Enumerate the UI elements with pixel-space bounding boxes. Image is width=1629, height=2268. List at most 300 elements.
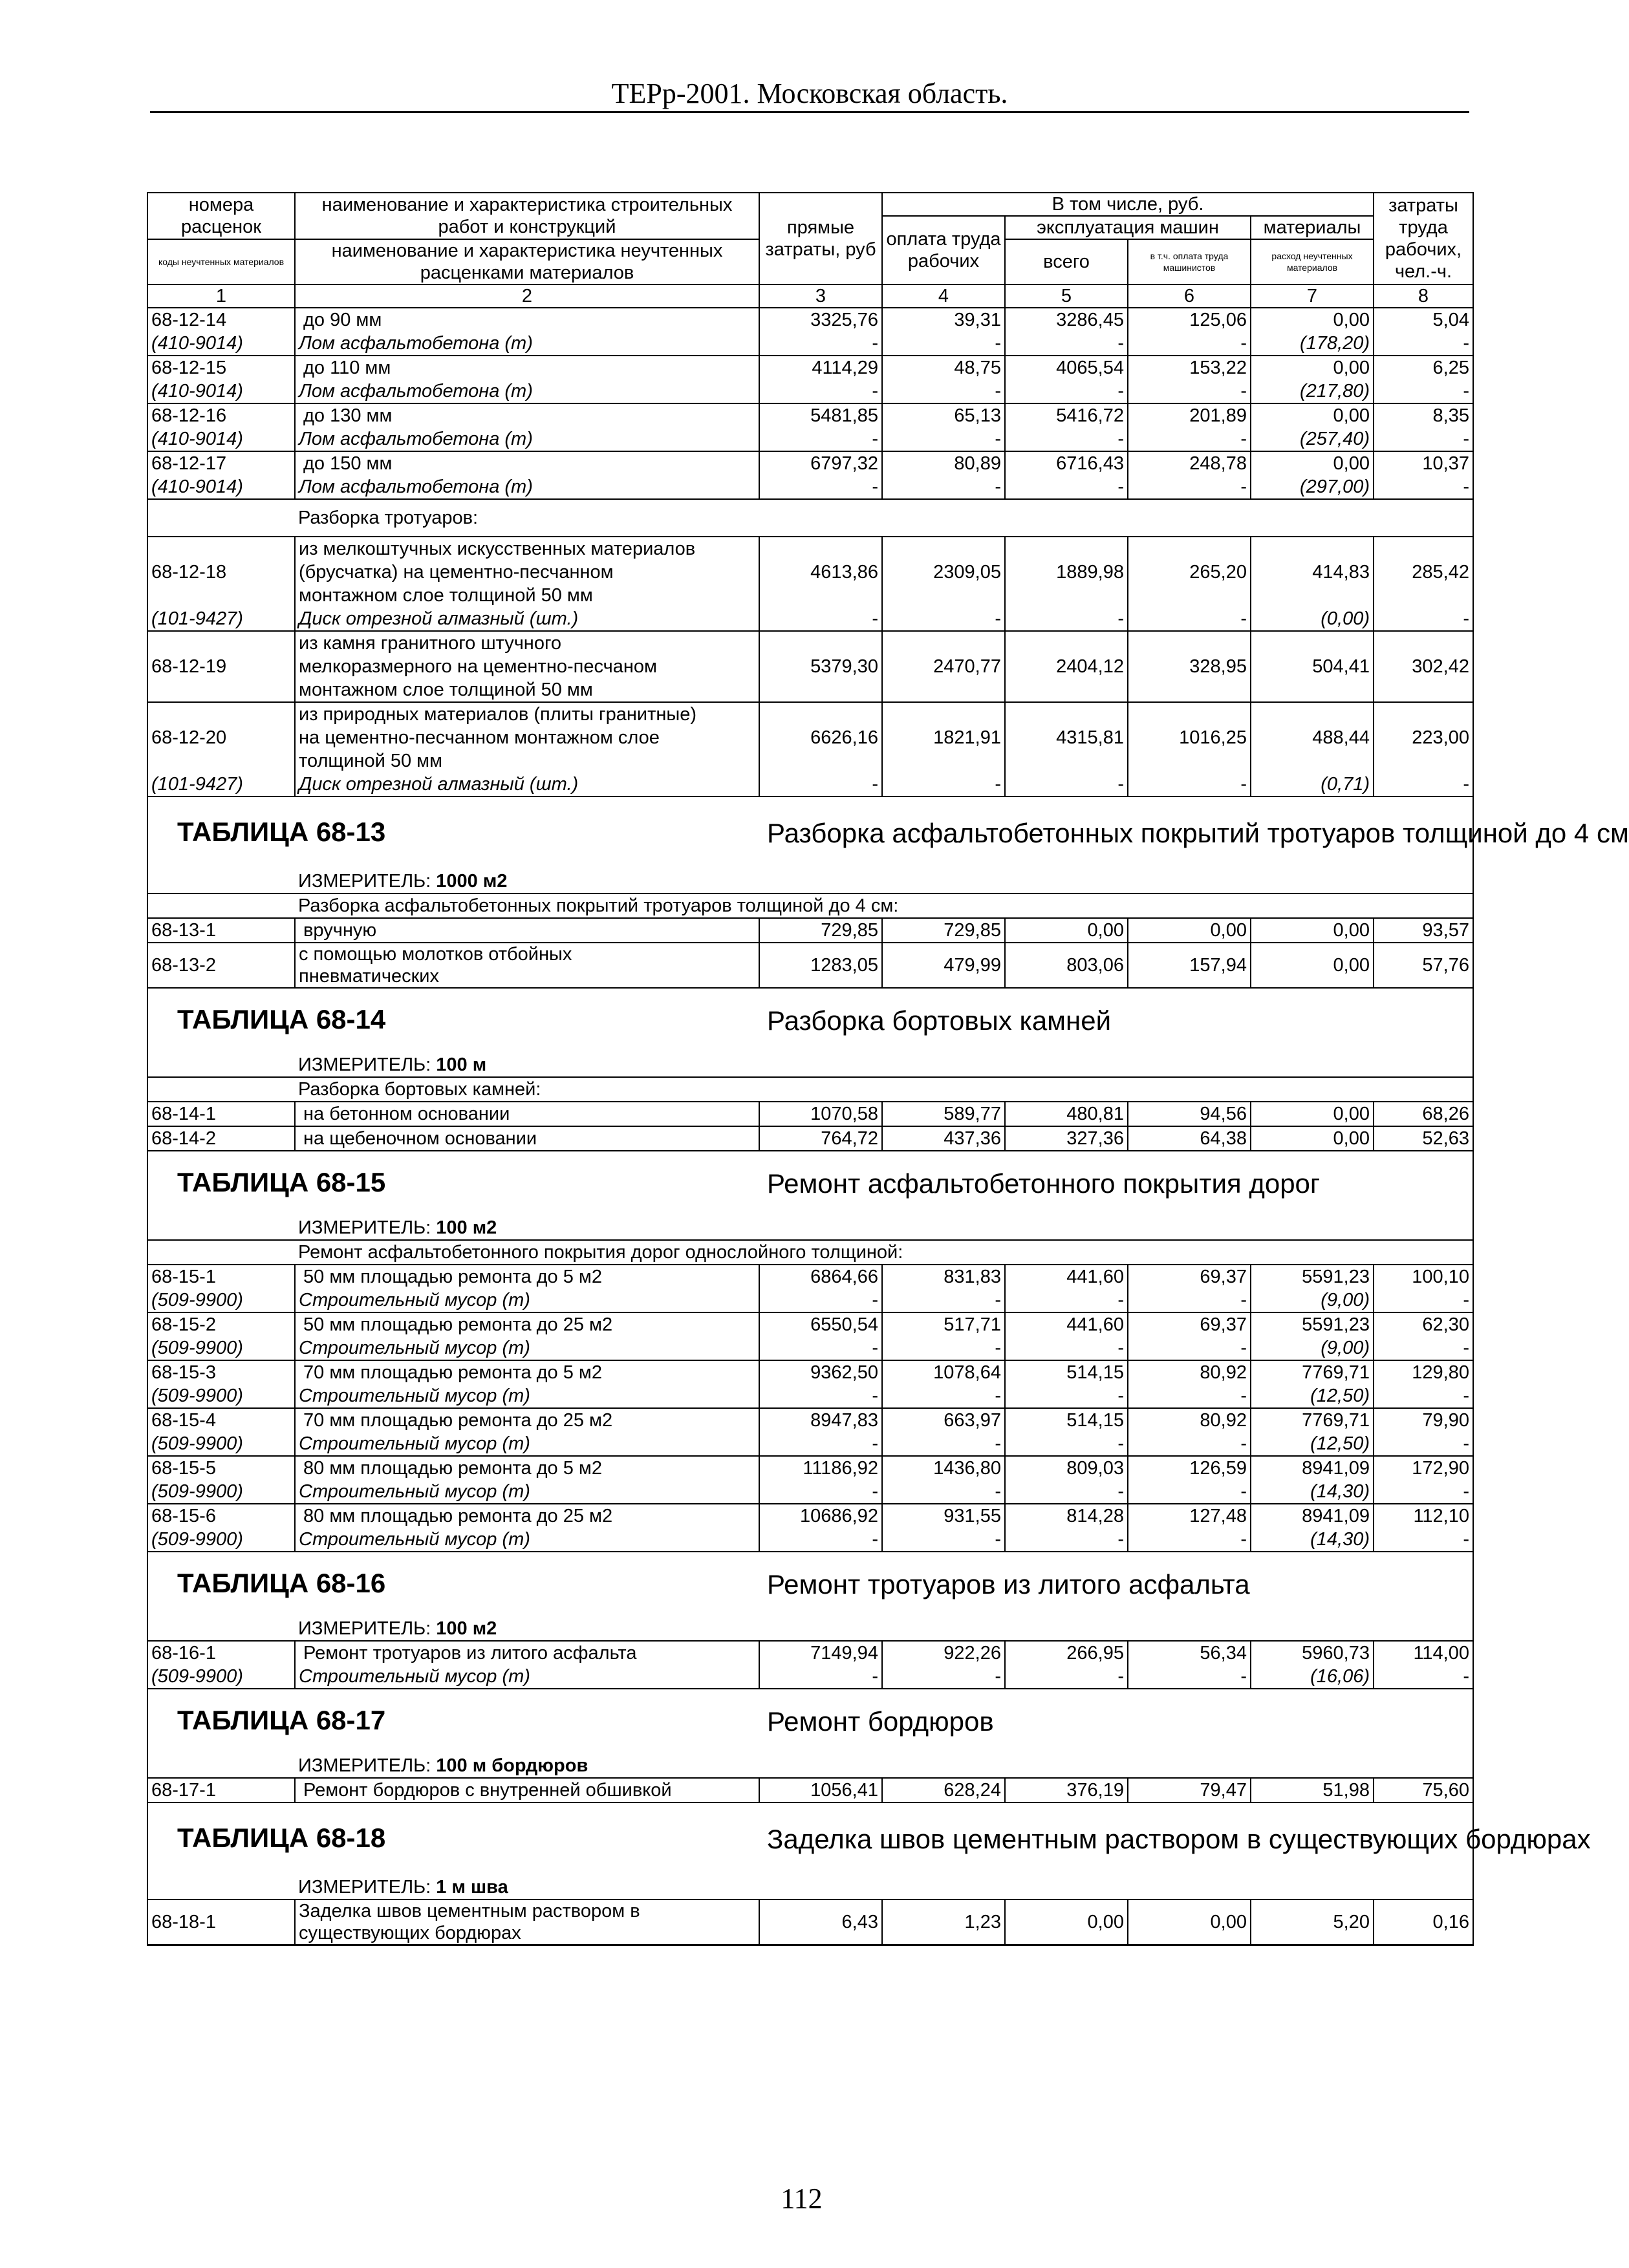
value-cell: - bbox=[882, 475, 1005, 499]
col-number-4: 4 bbox=[882, 284, 1005, 308]
value-cell: 0,00 bbox=[1005, 918, 1128, 943]
subheading-row bbox=[147, 893, 1473, 918]
value-cell: 5379,30 bbox=[759, 631, 882, 702]
rate-row bbox=[147, 943, 1473, 988]
value-cell: - bbox=[1128, 332, 1251, 356]
value-cell: - bbox=[759, 475, 882, 499]
material-name: Строительный мусор (т) bbox=[295, 1432, 759, 1456]
material-code: (509-9900) bbox=[147, 1289, 295, 1312]
value-cell: 4613,86 bbox=[759, 537, 882, 607]
value-cell: 79,47 bbox=[1128, 1778, 1251, 1803]
col-number-3: 3 bbox=[759, 284, 882, 308]
value-cell: - bbox=[1005, 1384, 1128, 1408]
value-cell: 69,37 bbox=[1128, 1265, 1251, 1289]
value-cell: 93,57 bbox=[1374, 918, 1473, 943]
value-cell: 0,00 bbox=[1128, 918, 1251, 943]
subheading-row bbox=[147, 1077, 1473, 1102]
material-name: Строительный мусор (т) bbox=[295, 1665, 759, 1689]
rate-name: 70 мм площадью ремонта до 25 м2 bbox=[295, 1408, 759, 1432]
value-cell: 7149,94 bbox=[759, 1641, 882, 1665]
value-cell: 5591,23 bbox=[1251, 1265, 1374, 1289]
value-cell: (12,50) bbox=[1251, 1432, 1374, 1456]
material-code: (509-9900) bbox=[147, 1528, 295, 1552]
material-row bbox=[147, 332, 1473, 356]
value-cell: - bbox=[1374, 1336, 1473, 1360]
value-cell: 2470,77 bbox=[882, 631, 1005, 702]
value-cell: 931,55 bbox=[882, 1504, 1005, 1528]
value-cell: - bbox=[1374, 1528, 1473, 1552]
blank-cell bbox=[147, 870, 295, 893]
value-cell: 488,44 bbox=[1251, 702, 1374, 773]
table-label bbox=[147, 1552, 759, 1617]
table-title: Разборка асфальтобетонных покрытий тротуаров толщиной до 4 см bbox=[759, 797, 1473, 870]
value-cell: 1889,98 bbox=[1005, 537, 1128, 607]
measure-value: 100 м2 bbox=[436, 1217, 497, 1238]
col-labor-hours: затраты труда рабочих, чел.-ч. bbox=[1374, 193, 1473, 284]
rate-name: на бетонном основании bbox=[295, 1102, 759, 1126]
measure-prefix: ИЗМЕРИТЕЛЬ: bbox=[298, 1618, 437, 1639]
material-name: Диск отрезной алмазный (шт.) bbox=[295, 607, 759, 631]
value-cell: - bbox=[759, 607, 882, 631]
blank-cell bbox=[147, 1216, 295, 1240]
rate-row bbox=[147, 356, 1473, 380]
material-code: (509-9900) bbox=[147, 1432, 295, 1456]
col-material-names: наименование и характеристика неучтенных расценками материалов bbox=[295, 239, 759, 284]
table-section-header bbox=[147, 1151, 1473, 1216]
value-cell: - bbox=[1005, 475, 1128, 499]
value-cell: (9,00) bbox=[1251, 1289, 1374, 1312]
material-name: Лом асфальтобетона (т) bbox=[295, 427, 759, 451]
measure-unit bbox=[295, 1617, 1473, 1641]
rate-code: 68-15-1 bbox=[147, 1265, 295, 1289]
material-row bbox=[147, 1432, 1473, 1456]
value-cell: - bbox=[759, 1480, 882, 1504]
col-direct-costs: прямые затраты, руб bbox=[759, 193, 882, 284]
value-cell: 0,00 bbox=[1251, 1102, 1374, 1126]
col-number-1: 1 bbox=[147, 284, 295, 308]
rate-name: Ремонт тротуаров из литого асфальта bbox=[295, 1641, 759, 1665]
measure-prefix: ИЗМЕРИТЕЛЬ: bbox=[298, 1877, 437, 1898]
measure-prefix: ИЗМЕРИТЕЛЬ: bbox=[298, 871, 437, 892]
name-line: пневматических bbox=[299, 966, 439, 987]
rate-code: 68-15-3 bbox=[147, 1360, 295, 1384]
value-cell: - bbox=[1005, 607, 1128, 631]
material-code: (509-9900) bbox=[147, 1480, 295, 1504]
value-cell: 64,38 bbox=[1128, 1126, 1251, 1151]
rate-row bbox=[147, 1504, 1473, 1528]
value-cell: 414,83 bbox=[1251, 537, 1374, 607]
value-cell: - bbox=[759, 773, 882, 797]
table-title: Ремонт бордюров bbox=[759, 1689, 1473, 1754]
rate-name: 50 мм площадью ремонта до 5 м2 bbox=[295, 1265, 759, 1289]
value-cell: 10686,92 bbox=[759, 1504, 882, 1528]
material-name: Лом асфальтобетона (т) bbox=[295, 332, 759, 356]
subheading: Разборка асфальтобетонных покрытий тротуаров толщиной до 4 см: bbox=[295, 893, 1473, 918]
section-heading-row bbox=[147, 499, 1473, 537]
value-cell: (217,80) bbox=[1251, 380, 1374, 403]
name-line: из мелкоштучных искусственных материалов bbox=[299, 539, 696, 559]
measure-unit bbox=[295, 1053, 1473, 1077]
value-cell: - bbox=[1128, 380, 1251, 403]
table-number-label: ТАБЛИЦА 68-14 bbox=[177, 1003, 386, 1034]
value-cell: 514,15 bbox=[1005, 1408, 1128, 1432]
rate-name bbox=[295, 1899, 759, 1945]
value-cell: 6,25 bbox=[1374, 356, 1473, 380]
value-cell: 8947,83 bbox=[759, 1408, 882, 1432]
value-cell: 1056,41 bbox=[759, 1778, 882, 1803]
value-cell: 764,72 bbox=[759, 1126, 882, 1151]
col-number-8: 8 bbox=[1374, 284, 1473, 308]
col-machine-total: всего bbox=[1005, 239, 1128, 284]
rate-row bbox=[147, 1102, 1473, 1126]
value-cell: 5960,73 bbox=[1251, 1641, 1374, 1665]
value-cell: (14,30) bbox=[1251, 1480, 1374, 1504]
name-line: Заделка швов цементным раствором в bbox=[299, 1901, 640, 1921]
value-cell: 1283,05 bbox=[759, 943, 882, 988]
rate-row bbox=[147, 308, 1473, 332]
value-cell: 0,00 bbox=[1251, 356, 1374, 380]
col-materials: материалы bbox=[1251, 216, 1374, 239]
measure-value: 1 м шва bbox=[436, 1877, 508, 1898]
value-cell: 1436,80 bbox=[882, 1456, 1005, 1480]
value-cell: 6550,54 bbox=[759, 1312, 882, 1336]
value-cell: 114,00 bbox=[1374, 1641, 1473, 1665]
value-cell: - bbox=[1374, 1480, 1473, 1504]
value-cell: 65,13 bbox=[882, 403, 1005, 427]
value-cell: 441,60 bbox=[1005, 1312, 1128, 1336]
value-cell: - bbox=[1128, 1289, 1251, 1312]
blank-cell bbox=[147, 1053, 295, 1077]
col-number-6: 6 bbox=[1128, 284, 1251, 308]
value-cell: 6864,66 bbox=[759, 1265, 882, 1289]
measure-row bbox=[147, 1617, 1473, 1641]
value-cell: 157,94 bbox=[1128, 943, 1251, 988]
table-header bbox=[147, 193, 1473, 308]
value-cell: 56,34 bbox=[1128, 1641, 1251, 1665]
blank-cell bbox=[147, 1077, 295, 1102]
value-cell: (14,30) bbox=[1251, 1528, 1374, 1552]
value-cell: 302,42 bbox=[1374, 631, 1473, 702]
value-cell: - bbox=[1128, 1480, 1251, 1504]
table-number-label: ТАБЛИЦА 68-13 bbox=[177, 816, 386, 847]
value-cell: 9362,50 bbox=[759, 1360, 882, 1384]
measure-row bbox=[147, 1216, 1473, 1240]
blank-cell bbox=[147, 1617, 295, 1641]
value-cell: - bbox=[1374, 332, 1473, 356]
value-cell: 809,03 bbox=[1005, 1456, 1128, 1480]
value-cell: 0,00 bbox=[1251, 918, 1374, 943]
col-number-2: 2 bbox=[295, 284, 759, 308]
blank-cell bbox=[147, 1754, 295, 1778]
value-cell: - bbox=[1005, 1665, 1128, 1689]
value-cell: - bbox=[882, 427, 1005, 451]
value-cell: 514,15 bbox=[1005, 1360, 1128, 1384]
rate-name: 80 мм площадью ремонта до 5 м2 bbox=[295, 1456, 759, 1480]
value-cell: (9,00) bbox=[1251, 1336, 1374, 1360]
rate-name: до 110 мм bbox=[295, 356, 759, 380]
rate-row bbox=[147, 451, 1473, 475]
material-name: Строительный мусор (т) bbox=[295, 1528, 759, 1552]
table-title: Ремонт тротуаров из литого асфальта bbox=[759, 1552, 1473, 1617]
table-label bbox=[147, 1151, 759, 1216]
rate-name: на щебеночном основании bbox=[295, 1126, 759, 1151]
rate-row bbox=[147, 403, 1473, 427]
material-row bbox=[147, 1665, 1473, 1689]
value-cell: - bbox=[1374, 1289, 1473, 1312]
value-cell: 172,90 bbox=[1374, 1456, 1473, 1480]
rate-code: 68-15-2 bbox=[147, 1312, 295, 1336]
rate-row bbox=[147, 1778, 1473, 1803]
value-cell: - bbox=[1374, 380, 1473, 403]
name-line: монтажном слое толщиной 50 мм bbox=[299, 679, 593, 700]
value-cell: - bbox=[1005, 1336, 1128, 1360]
value-cell: 5481,85 bbox=[759, 403, 882, 427]
value-cell: - bbox=[1005, 1432, 1128, 1456]
material-code: (410-9014) bbox=[147, 332, 295, 356]
value-cell: - bbox=[1128, 1432, 1251, 1456]
value-cell: 79,90 bbox=[1374, 1408, 1473, 1432]
col-work-name: наименование и характеристика строительных работ и конструкций bbox=[295, 193, 759, 239]
material-name: Строительный мусор (т) bbox=[295, 1289, 759, 1312]
value-cell: 437,36 bbox=[882, 1126, 1005, 1151]
value-cell: 663,97 bbox=[882, 1408, 1005, 1432]
value-cell: 1016,25 bbox=[1128, 702, 1251, 773]
value-cell: - bbox=[1128, 427, 1251, 451]
col-material-usage: расход неучтенных материалов bbox=[1251, 239, 1374, 284]
value-cell: - bbox=[759, 1336, 882, 1360]
value-cell: 80,89 bbox=[882, 451, 1005, 475]
value-cell: 129,80 bbox=[1374, 1360, 1473, 1384]
value-cell: 480,81 bbox=[1005, 1102, 1128, 1126]
value-cell: 8,35 bbox=[1374, 403, 1473, 427]
value-cell: - bbox=[759, 427, 882, 451]
value-cell: 0,00 bbox=[1251, 451, 1374, 475]
value-cell: - bbox=[882, 1480, 1005, 1504]
table-number-label: ТАБЛИЦА 68-18 bbox=[177, 1822, 386, 1853]
value-cell: 517,71 bbox=[882, 1312, 1005, 1336]
value-cell: 729,85 bbox=[882, 918, 1005, 943]
material-code: (410-9014) bbox=[147, 475, 295, 499]
page-number: 112 bbox=[781, 2183, 823, 2214]
value-cell: 69,37 bbox=[1128, 1312, 1251, 1336]
value-cell: 327,36 bbox=[1005, 1126, 1128, 1151]
value-cell: 6716,43 bbox=[1005, 451, 1128, 475]
value-cell: - bbox=[759, 1432, 882, 1456]
value-cell: - bbox=[1005, 1480, 1128, 1504]
table-section-header bbox=[147, 988, 1473, 1053]
rate-code: 68-12-16 bbox=[147, 403, 295, 427]
value-cell: 328,95 bbox=[1128, 631, 1251, 702]
table-label bbox=[147, 1803, 759, 1876]
value-cell: 922,26 bbox=[882, 1641, 1005, 1665]
value-cell: 7769,71 bbox=[1251, 1360, 1374, 1384]
measure-unit bbox=[295, 1216, 1473, 1240]
value-cell: - bbox=[759, 332, 882, 356]
value-cell: - bbox=[882, 1665, 1005, 1689]
value-cell: 5,20 bbox=[1251, 1899, 1374, 1945]
rate-code: 68-14-1 bbox=[147, 1102, 295, 1126]
value-cell: 0,00 bbox=[1251, 308, 1374, 332]
value-cell: 479,99 bbox=[882, 943, 1005, 988]
value-cell: 248,78 bbox=[1128, 451, 1251, 475]
value-cell: - bbox=[1374, 427, 1473, 451]
value-cell: 6797,32 bbox=[759, 451, 882, 475]
rate-name bbox=[295, 631, 759, 702]
subheading-row bbox=[147, 1240, 1473, 1265]
measure-value: 100 м bbox=[436, 1054, 487, 1075]
rate-code: 68-18-1 bbox=[147, 1899, 295, 1945]
value-cell: 0,00 bbox=[1128, 1899, 1251, 1945]
name-line: из камня гранитного штучного bbox=[299, 633, 562, 654]
value-cell: 6626,16 bbox=[759, 702, 882, 773]
rate-code: 68-15-4 bbox=[147, 1408, 295, 1432]
value-cell: 729,85 bbox=[759, 918, 882, 943]
section-heading: Разборка тротуаров: bbox=[295, 499, 1473, 537]
value-cell: - bbox=[1374, 1665, 1473, 1689]
value-cell: 441,60 bbox=[1005, 1265, 1128, 1289]
value-cell: 126,59 bbox=[1128, 1456, 1251, 1480]
value-cell: 504,41 bbox=[1251, 631, 1374, 702]
value-cell: - bbox=[1128, 773, 1251, 797]
value-cell: 39,31 bbox=[882, 308, 1005, 332]
value-cell: 8941,09 bbox=[1251, 1504, 1374, 1528]
rate-row bbox=[147, 1899, 1473, 1945]
value-cell: - bbox=[882, 1528, 1005, 1552]
name-line: на цементно-песчанном монтажном слое bbox=[299, 727, 660, 748]
rate-row bbox=[147, 918, 1473, 943]
value-cell: - bbox=[1128, 1528, 1251, 1552]
value-cell: (12,50) bbox=[1251, 1384, 1374, 1408]
material-row bbox=[147, 1528, 1473, 1552]
material-code: (509-9900) bbox=[147, 1665, 295, 1689]
value-cell: - bbox=[882, 1432, 1005, 1456]
material-row bbox=[147, 1384, 1473, 1408]
material-row bbox=[147, 773, 1473, 797]
rate-name: Ремонт бордюров с внутренней обшивкой bbox=[295, 1778, 759, 1803]
rate-name: до 90 мм bbox=[295, 308, 759, 332]
value-cell: - bbox=[882, 773, 1005, 797]
table-section-header bbox=[147, 797, 1473, 870]
value-cell: 5416,72 bbox=[1005, 403, 1128, 427]
material-name: Строительный мусор (т) bbox=[295, 1336, 759, 1360]
rate-code: 68-12-17 bbox=[147, 451, 295, 475]
material-code: (410-9014) bbox=[147, 380, 295, 403]
rate-name: 70 мм площадью ремонта до 5 м2 bbox=[295, 1360, 759, 1384]
measure-row bbox=[147, 1754, 1473, 1778]
measure-prefix: ИЗМЕРИТЕЛЬ: bbox=[298, 1755, 437, 1776]
value-cell: 153,22 bbox=[1128, 356, 1251, 380]
material-row bbox=[147, 607, 1473, 631]
value-cell: 223,00 bbox=[1374, 702, 1473, 773]
rate-name bbox=[295, 537, 759, 607]
rate-row bbox=[147, 1126, 1473, 1151]
rate-code: 68-12-20 bbox=[147, 702, 295, 773]
value-cell: 4114,29 bbox=[759, 356, 882, 380]
value-cell: - bbox=[882, 1289, 1005, 1312]
value-cell: - bbox=[1005, 1528, 1128, 1552]
value-cell: (257,40) bbox=[1251, 427, 1374, 451]
rate-name: 50 мм площадью ремонта до 25 м2 bbox=[295, 1312, 759, 1336]
rate-code: 68-12-14 bbox=[147, 308, 295, 332]
measure-value: 100 м2 bbox=[436, 1618, 497, 1639]
value-cell: - bbox=[1128, 1665, 1251, 1689]
blank-cell bbox=[147, 1876, 295, 1899]
value-cell: 51,98 bbox=[1251, 1778, 1374, 1803]
value-cell: 3286,45 bbox=[1005, 308, 1128, 332]
value-cell: (178,20) bbox=[1251, 332, 1374, 356]
rate-name: вручную bbox=[295, 918, 759, 943]
rate-code: 68-16-1 bbox=[147, 1641, 295, 1665]
value-cell: 4065,54 bbox=[1005, 356, 1128, 380]
page-header-title: ТЕРр-2001. Московская область. bbox=[150, 76, 1469, 113]
rate-row bbox=[147, 702, 1473, 773]
value-cell: 8941,09 bbox=[1251, 1456, 1374, 1480]
rate-name: до 130 мм bbox=[295, 403, 759, 427]
value-cell: - bbox=[882, 607, 1005, 631]
col-machine-operation: эксплуатация машин bbox=[1005, 216, 1251, 239]
material-code: (509-9900) bbox=[147, 1384, 295, 1408]
value-cell: - bbox=[759, 1289, 882, 1312]
value-cell: 803,06 bbox=[1005, 943, 1128, 988]
value-cell: (16,06) bbox=[1251, 1665, 1374, 1689]
col-labor-pay: оплата труда рабочих bbox=[882, 216, 1005, 284]
col-material-codes: коды неучтенных материалов bbox=[147, 239, 295, 284]
value-cell: 0,00 bbox=[1251, 1126, 1374, 1151]
rate-row bbox=[147, 1408, 1473, 1432]
value-cell: 10,37 bbox=[1374, 451, 1473, 475]
value-cell: 112,10 bbox=[1374, 1504, 1473, 1528]
table-number-label: ТАБЛИЦА 68-16 bbox=[177, 1567, 386, 1598]
measure-unit bbox=[295, 1876, 1473, 1899]
value-cell: 3325,76 bbox=[759, 308, 882, 332]
table-title: Разборка бортовых камней bbox=[759, 988, 1473, 1053]
rate-row bbox=[147, 1265, 1473, 1289]
col-rate-numbers: номера расценок bbox=[147, 193, 295, 239]
value-cell: 589,77 bbox=[882, 1102, 1005, 1126]
material-name: Лом асфальтобетона (т) bbox=[295, 475, 759, 499]
material-name: Строительный мусор (т) bbox=[295, 1384, 759, 1408]
value-cell: - bbox=[1128, 475, 1251, 499]
name-line: толщиной 50 мм bbox=[299, 751, 443, 771]
value-cell: - bbox=[882, 332, 1005, 356]
measure-unit bbox=[295, 870, 1473, 893]
table-title: Ремонт асфальтобетонного покрытия дорог bbox=[759, 1151, 1473, 1216]
value-cell: - bbox=[1005, 332, 1128, 356]
value-cell: - bbox=[1005, 427, 1128, 451]
rate-row bbox=[147, 1312, 1473, 1336]
value-cell: - bbox=[759, 380, 882, 403]
value-cell: 1078,64 bbox=[882, 1360, 1005, 1384]
material-code: (101-9427) bbox=[147, 607, 295, 631]
value-cell: 0,00 bbox=[1005, 1899, 1128, 1945]
subheading: Разборка бортовых камней: bbox=[295, 1077, 1473, 1102]
value-cell: 265,20 bbox=[1128, 537, 1251, 607]
rate-code: 68-13-2 bbox=[147, 943, 295, 988]
material-name: Лом асфальтобетона (т) bbox=[295, 380, 759, 403]
value-cell: - bbox=[1005, 773, 1128, 797]
value-cell: - bbox=[1128, 1336, 1251, 1360]
value-cell: 0,00 bbox=[1251, 403, 1374, 427]
value-cell: - bbox=[1005, 380, 1128, 403]
measure-row bbox=[147, 1876, 1473, 1899]
col-number-5: 5 bbox=[1005, 284, 1128, 308]
value-cell: 52,63 bbox=[1374, 1126, 1473, 1151]
measure-value: 1000 м2 bbox=[436, 871, 508, 892]
value-cell: 831,83 bbox=[882, 1265, 1005, 1289]
material-row bbox=[147, 380, 1473, 403]
value-cell: - bbox=[1374, 475, 1473, 499]
measure-row bbox=[147, 1053, 1473, 1077]
